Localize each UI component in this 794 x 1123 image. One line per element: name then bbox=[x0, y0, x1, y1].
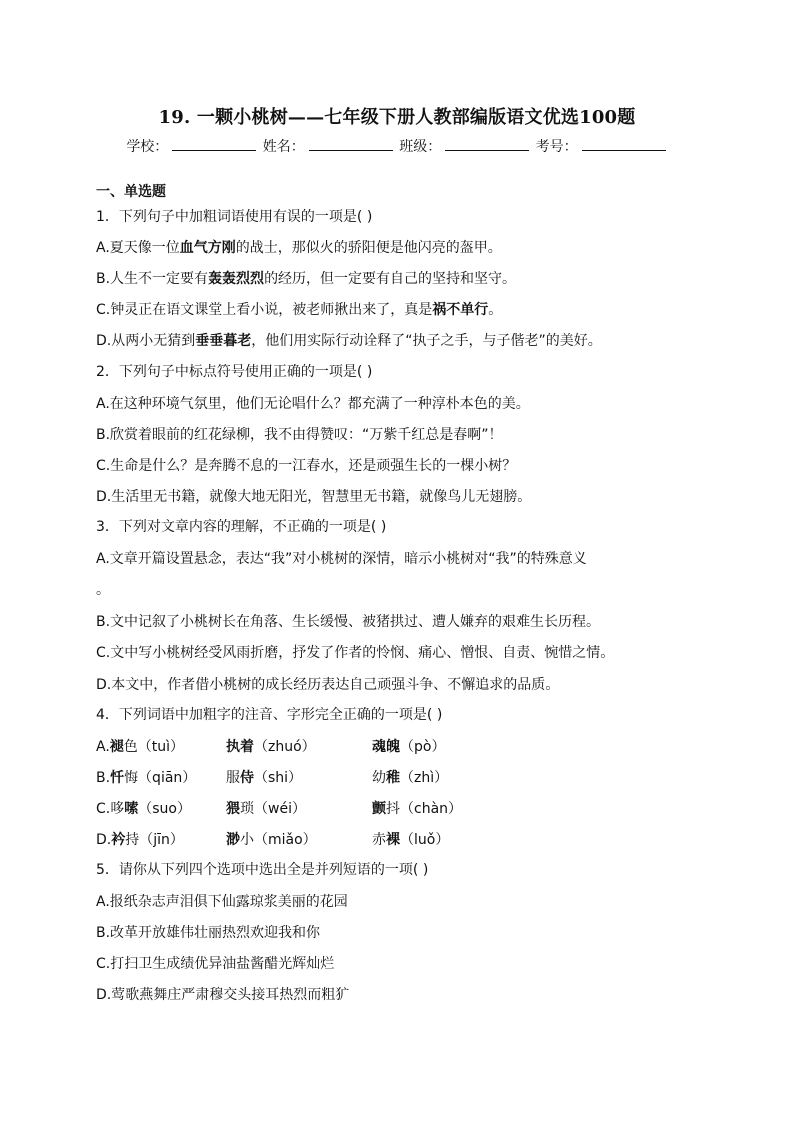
question-4-stem: 4．下列词语中加粗字的注音、字形完全正确的一项是( ) bbox=[96, 707, 443, 723]
option-text: D.从两小无猜到 bbox=[96, 333, 196, 349]
cell-text: （suo） bbox=[138, 801, 191, 817]
option-text: B.人生不一定要有 bbox=[96, 271, 209, 287]
question-5-stem: 5．请你从下列四个选项中选出全是并列短语的一项( ) bbox=[96, 862, 429, 878]
question-5-option-a: A.报纸杂志声泪俱下仙露琼浆美丽的花园 bbox=[96, 894, 348, 910]
question-5-option-d: D.莺歌燕舞庄严肃穆交头接耳热烈而粗犷 bbox=[96, 987, 350, 1003]
cell-text: （luǒ） bbox=[400, 832, 450, 848]
bold-char: 褪 bbox=[109, 739, 124, 755]
bold-term: 血气方刚 bbox=[179, 240, 236, 256]
option-text: 的经历，但一定要有自己的坚持和坚守。 bbox=[264, 271, 517, 287]
cell-text: 色（tuì） bbox=[123, 739, 185, 755]
name-blank bbox=[309, 138, 393, 151]
bold-char: 魂魄 bbox=[372, 739, 400, 755]
bold-char: 嗦 bbox=[124, 801, 139, 817]
question-1-option-b bbox=[96, 268, 516, 288]
cell-text: D. bbox=[96, 832, 112, 848]
option-text: 的战士，那似火的骄阳便是他闪亮的盔甲。 bbox=[235, 240, 502, 256]
question-2-option-b: B.欣赏着眼前的红花绿柳，我不由得赞叹：“万紫千红总是春啊”！ bbox=[96, 427, 503, 443]
option-text: C.钟灵正在语文课堂上看小说，被老师揪出来了，真是 bbox=[96, 302, 433, 318]
question-4-option-a bbox=[96, 736, 445, 756]
bold-char: 衿 bbox=[111, 832, 126, 848]
bold-term: 轰轰烈烈 bbox=[208, 271, 265, 287]
word-cell bbox=[96, 767, 226, 787]
cell-text: 悔（qiān） bbox=[124, 770, 197, 786]
option-text: A.夏天像一位 bbox=[96, 240, 180, 256]
question-3-option-c: C.文中写小桃树经受风雨折磨，抒发了作者的怜悯、痛心、憎恨、自责、惋惜之情。 bbox=[96, 645, 615, 661]
question-4-option-b bbox=[96, 767, 448, 787]
cell-text: C.哆 bbox=[96, 801, 125, 817]
word-cell bbox=[226, 767, 372, 787]
question-3-option-a: A.文章开篇设置悬念，表达“我”对小桃树的深情，暗示小桃树对“我”的特殊意义 bbox=[96, 551, 587, 567]
school-blank bbox=[172, 138, 256, 151]
word-cell bbox=[96, 798, 226, 818]
bold-char: 颤 bbox=[372, 801, 386, 817]
question-3-option-d: D.本文中，作者借小桃树的成长经历表达自己顽强斗争、不懈追求的品质。 bbox=[96, 677, 560, 693]
bold-char: 侍 bbox=[240, 770, 254, 786]
section-heading: 一、单选题 bbox=[96, 184, 166, 200]
cell-text: 琐（wéi） bbox=[240, 801, 306, 817]
cell-text: 小（miǎo） bbox=[240, 832, 317, 848]
student-info-row bbox=[0, 136, 794, 156]
word-cell bbox=[372, 798, 462, 818]
option-text: 。 bbox=[488, 302, 503, 318]
bold-char: 执着 bbox=[226, 739, 254, 755]
question-5-option-c: C.打扫卫生成绩优异油盐酱醋光辉灿烂 bbox=[96, 956, 335, 972]
cell-text: B. bbox=[96, 770, 111, 786]
cell-text: （shi） bbox=[254, 770, 303, 786]
exam-number-blank bbox=[582, 138, 666, 151]
bold-char: 裸 bbox=[386, 832, 400, 848]
question-2-option-c: C.生命是什么？是奔腾不息的一江春水，还是顽强生长的一棵小树？ bbox=[96, 458, 517, 474]
question-1-option-c bbox=[96, 299, 502, 319]
cell-text: A. bbox=[96, 739, 110, 755]
question-4-option-c bbox=[96, 798, 462, 818]
school-label: 学校： bbox=[126, 139, 169, 155]
question-4-option-d bbox=[96, 829, 449, 849]
word-cell bbox=[372, 767, 448, 787]
bold-term: 祸不单行 bbox=[432, 302, 489, 318]
word-cell bbox=[226, 829, 372, 849]
bold-char: 猥 bbox=[226, 801, 240, 817]
cell-text: 幼 bbox=[372, 770, 386, 786]
cell-text: （pò） bbox=[400, 739, 446, 755]
word-cell bbox=[226, 736, 372, 756]
question-3-option-b: B.文中记叙了小桃树长在角落、生长缓慢、被猪拱过、遭人嫌弃的艰难生长历程。 bbox=[96, 614, 601, 630]
cell-text: （zhì） bbox=[400, 770, 449, 786]
word-cell bbox=[372, 736, 445, 756]
cell-text: 赤 bbox=[372, 832, 386, 848]
question-3-option-a-continued: 。 bbox=[96, 582, 110, 598]
question-1-stem: 1．下列句子中加粗词语使用有误的一项是( ) bbox=[96, 209, 373, 225]
cell-text: （zhuó） bbox=[254, 739, 316, 755]
question-2-option-d: D.生活里无书籍，就像大地无阳光，智慧里无书籍，就像鸟儿无翅膀。 bbox=[96, 489, 532, 505]
bold-char: 稚 bbox=[386, 770, 400, 786]
class-blank bbox=[445, 138, 529, 151]
name-label: 姓名： bbox=[262, 139, 305, 155]
word-cell bbox=[372, 829, 449, 849]
question-1-option-a bbox=[96, 237, 502, 257]
question-1-option-d bbox=[96, 330, 602, 350]
cell-text: 持（jīn） bbox=[125, 832, 184, 848]
question-5-option-b: B.改革开放雄伟壮丽热烈欢迎我和你 bbox=[96, 925, 321, 941]
cell-text: 抖（chàn） bbox=[386, 801, 463, 817]
bold-char: 忏 bbox=[110, 770, 125, 786]
bold-term: 垂垂暮老 bbox=[195, 333, 252, 349]
word-cell bbox=[96, 829, 226, 849]
page-title: 19. 一颗小桃树——七年级下册人教部编版语文优选100题 bbox=[158, 107, 636, 128]
cell-text: 服 bbox=[226, 770, 240, 786]
question-2-stem: 2．下列句子中标点符号使用正确的一项是( ) bbox=[96, 364, 373, 380]
class-label: 班级： bbox=[399, 139, 442, 155]
word-cell bbox=[226, 798, 372, 818]
question-2-option-a: A.在这种环境气氛里，他们无论唱什么？都充满了一种淳朴本色的美。 bbox=[96, 396, 530, 412]
option-text: ，他们用实际行动诠释了“执子之手，与子偕老”的美好。 bbox=[251, 333, 602, 349]
exam-number-label: 考号： bbox=[535, 139, 578, 155]
word-cell bbox=[96, 736, 226, 756]
bold-char: 渺 bbox=[226, 832, 240, 848]
question-3-stem: 3．下列对文章内容的理解，不正确的一项是( ) bbox=[96, 519, 387, 535]
